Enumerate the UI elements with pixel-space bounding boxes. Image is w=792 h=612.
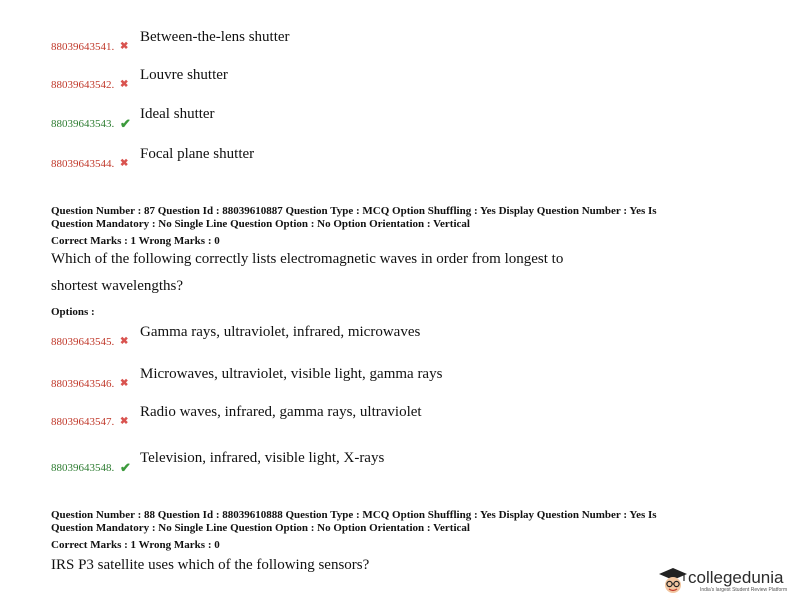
option-row — [51, 324, 421, 348]
question-text: IRS P3 satellite uses which of the following sensors? — [51, 557, 370, 573]
option-text: Between-the-lens shutter — [140, 29, 290, 45]
option-id: 88039643545. — [51, 336, 115, 348]
graduate-mascot-icon — [658, 566, 688, 596]
option-text: Television, infrared, visible light, X-rays — [140, 450, 385, 466]
option-text: Ideal shutter — [140, 106, 215, 122]
question-text: Which of the following correctly lists electromagnetic waves in order from longest to — [51, 251, 564, 267]
option-id: 88039643542. — [51, 79, 115, 91]
option-row — [51, 29, 290, 53]
option-text: Gamma rays, ultraviolet, infrared, microwaves — [140, 324, 421, 340]
options-label: Options : — [51, 306, 95, 318]
option-text: Focal plane shutter — [140, 146, 255, 162]
option-row — [51, 146, 255, 170]
option-text: Microwaves, ultraviolet, visible light, gamma rays — [140, 366, 443, 382]
question-marks: Correct Marks : 1 Wrong Marks : 0 — [51, 539, 220, 551]
option-row — [51, 366, 443, 390]
cross-icon: ✖ — [120, 336, 129, 347]
option-id: 88039643541. — [51, 41, 115, 53]
logo-brand-text: collegedunia — [688, 568, 784, 587]
cross-icon: ✖ — [120, 41, 129, 52]
check-icon: ✔ — [120, 460, 131, 475]
question-meta — [51, 205, 741, 231]
option-text: Radio waves, infrared, gamma rays, ultraviolet — [140, 404, 422, 420]
cross-icon: ✖ — [120, 378, 129, 389]
option-row — [51, 404, 422, 428]
check-icon: ✔ — [120, 116, 131, 131]
cross-icon: ✖ — [120, 416, 129, 427]
question-meta-line: Question Mandatory : No Single Line Question Option : No Option Orientation : Vertical — [51, 218, 470, 230]
question-text: shortest wavelengths? — [51, 278, 184, 294]
option-row — [51, 450, 385, 475]
option-row — [51, 67, 228, 91]
option-id: 88039643548. — [51, 462, 115, 474]
cross-icon: ✖ — [120, 158, 129, 169]
option-id: 88039643543. — [51, 118, 115, 130]
option-id: 88039643544. — [51, 158, 115, 170]
question-meta-line: Question Number : 87 Question Id : 88039610887 Question Type : MCQ Option Shuffling : Yes Display Question Number : Yes Is — [51, 205, 657, 217]
question-meta-line: Question Number : 88 Question Id : 88039610888 Question Type : MCQ Option Shuffling : Yes Display Question Number : Yes Is — [51, 509, 657, 521]
collegedunia-logo — [658, 566, 787, 596]
question-meta-line: Question Mandatory : No Single Line Question Option : No Option Orientation : Vertical — [51, 522, 470, 534]
logo-tagline: India's largest Student Review Platform — [700, 587, 788, 593]
question-marks: Correct Marks : 1 Wrong Marks : 0 — [51, 235, 220, 247]
option-text: Louvre shutter — [140, 67, 228, 83]
option-row — [51, 106, 215, 131]
question-meta — [51, 509, 741, 535]
option-id: 88039643546. — [51, 378, 115, 390]
cross-icon: ✖ — [120, 79, 129, 90]
option-id: 88039643547. — [51, 416, 115, 428]
